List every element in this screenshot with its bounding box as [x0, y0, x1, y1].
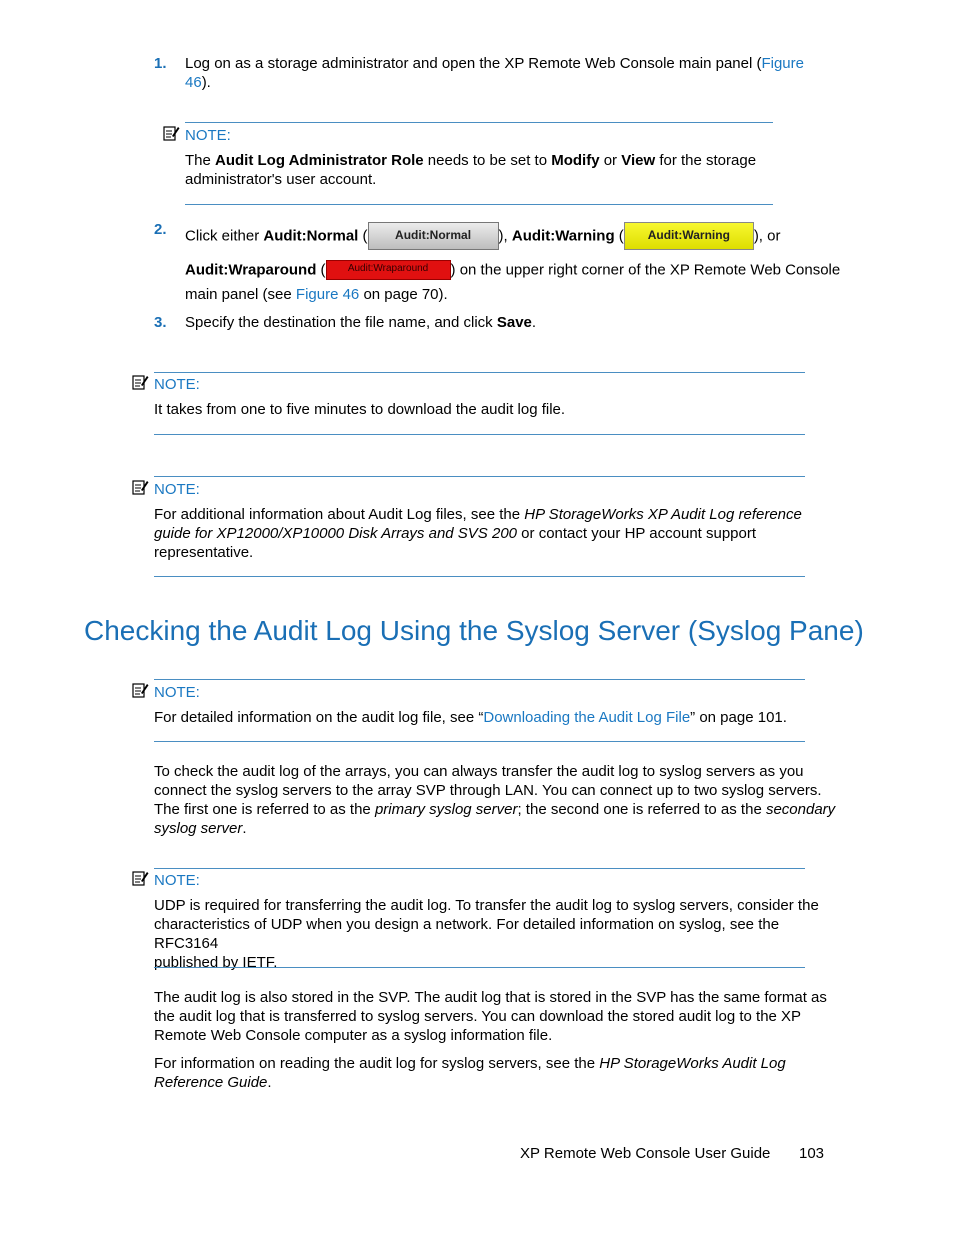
note-3-top-rule — [154, 476, 805, 477]
note-3-bottom-rule — [154, 576, 805, 577]
footer-title: XP Remote Web Console User Guide — [520, 1145, 771, 1162]
paragraph-reference-guide: For information on reading the audit log for syslog servers, see the HP StorageWorks Audit Log Reference Guide. — [154, 1055, 786, 1091]
note-5-body: UDP is required for transferring the audit log. To transfer the audit log to syslog servers, consider the characteristics of UDP when you design a network. For detailed information on syslog, see the RFC3164 published by IETF. — [154, 897, 819, 971]
note-icon — [132, 682, 149, 698]
note-2-bottom-rule — [154, 434, 805, 435]
step-3-number: 3. — [154, 314, 167, 331]
audit-wraparound-button[interactable]: Audit:Wraparound — [326, 260, 451, 280]
note-3-label: NOTE: — [154, 481, 200, 498]
note-1-bottom-rule — [185, 204, 773, 205]
note-4-bottom-rule — [154, 741, 805, 742]
step-1-text: Log on as a storage administrator and open the XP Remote Web Console main panel (Figure 46). — [185, 55, 804, 91]
figure-46-link-cont[interactable]: 46 — [185, 74, 202, 91]
note-icon — [163, 125, 180, 141]
figure-46-link-2[interactable]: Figure 46 — [295, 286, 360, 303]
audit-warning-button[interactable]: Audit:Warning — [624, 222, 754, 250]
note-4-body: For detailed information on the audit log file, see “Downloading the Audit Log File” on page 101. — [154, 709, 787, 726]
note-2-body: It takes from one to five minutes to download the audit log file. — [154, 401, 566, 418]
audit-normal-button[interactable]: Audit:Normal — [368, 222, 499, 250]
step-1-number: 1. — [154, 55, 167, 72]
section-heading: Checking the Audit Log Using the Syslog Server (Syslog Pane) — [84, 615, 864, 646]
figure-46-link[interactable]: Figure — [761, 55, 804, 72]
note-1-top-rule — [185, 122, 773, 123]
downloading-audit-log-link[interactable]: Downloading the Audit Log File — [483, 709, 691, 726]
step-2-line-2: Audit:Wraparound ( Audit:Wraparound ) on the upper right corner of the XP Remote Web Console — [185, 261, 841, 279]
note-3-body: For additional information about Audit Log files, see the HP StorageWorks XP Audit Log reference guide for XP12000/XP10000 Disk Arrays and SVS 200 or contact your HP account support representative. — [154, 506, 802, 561]
note-icon — [132, 479, 149, 495]
note-1-label: NOTE: — [185, 127, 231, 144]
step-2-line-1: Click either Audit:Normal ( Audit:Normal ), Audit:Warning ( Audit:Warning ), or — [185, 222, 845, 250]
step-2-number: 2. — [154, 221, 167, 238]
note-2-top-rule — [154, 372, 805, 373]
note-5-bottom-rule — [154, 967, 805, 968]
paragraph-svp-storage: The audit log is also stored in the SVP. The audit log that is stored in the SVP has the same format as the audit log that is transferred to syslog servers. You can download the stored audit log to the XP Remote Web Console computer as a syslog information file. — [154, 989, 827, 1044]
note-2-label: NOTE: — [154, 376, 200, 393]
note-4-label: NOTE: — [154, 684, 200, 701]
note-5-label: NOTE: — [154, 872, 200, 889]
note-5-top-rule — [154, 868, 805, 869]
note-icon — [132, 374, 149, 390]
step-2-line-3: main panel (see Figure 46 on page 70). — [185, 286, 448, 303]
paragraph-syslog-intro: To check the audit log of the arrays, you can always transfer the audit log to syslog servers as you connect the syslog servers to the array SVP through LAN. You can connect up to two syslog servers. The first one is referred to as the primary syslog server; the second one is referred to as the secondary syslog server. — [154, 763, 836, 837]
note-icon — [132, 870, 149, 886]
footer-page-number: 103 — [799, 1145, 825, 1162]
note-1-body: The Audit Log Administrator Role needs to be set to Modify or View for the storage administrator's user account. — [185, 152, 757, 188]
step-3-text: Specify the destination the file name, and click Save. — [185, 314, 537, 331]
note-4-top-rule — [154, 679, 805, 680]
